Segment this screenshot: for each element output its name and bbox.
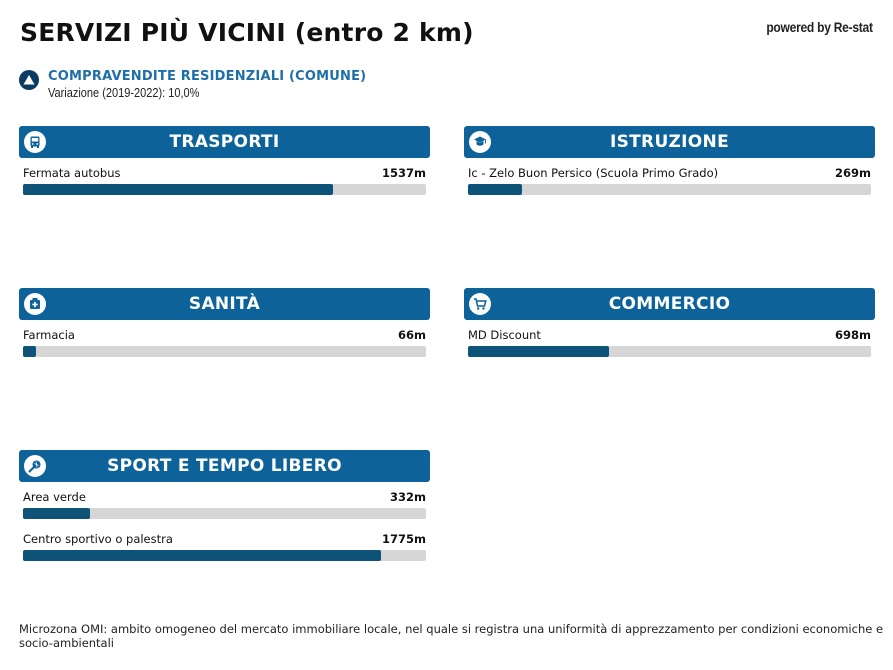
stat-subtitle: Variazione (2019-2022): 10,0% bbox=[48, 86, 200, 100]
distance-bar-fill bbox=[468, 346, 609, 357]
triangle-up-icon bbox=[19, 70, 39, 90]
section-title: SPORT E TEMPO LIBERO bbox=[107, 456, 342, 476]
item-distance: 1537m bbox=[382, 166, 426, 180]
section-sport bbox=[19, 450, 430, 566]
item-name: Ic - Zelo Buon Persico (Scuola Primo Grado) bbox=[468, 166, 719, 180]
distance-bar-fill bbox=[23, 346, 36, 357]
distance-bar bbox=[468, 184, 871, 195]
item-distance: 332m bbox=[390, 490, 426, 504]
list-item bbox=[464, 158, 875, 200]
distance-bar-fill bbox=[23, 550, 381, 561]
section-trasporti bbox=[19, 126, 430, 200]
page-title: SERVIZI PIÙ VICINI (entro 2 km) bbox=[20, 18, 474, 47]
section-header bbox=[464, 288, 875, 320]
powered-by-label: powered by Re-stat bbox=[766, 19, 873, 35]
list-item bbox=[19, 320, 430, 362]
section-sanita bbox=[19, 288, 430, 362]
section-title: TRASPORTI bbox=[169, 132, 280, 152]
list-item bbox=[19, 482, 430, 524]
distance-bar bbox=[468, 346, 871, 357]
section-header bbox=[19, 450, 430, 482]
section-title: SANITÀ bbox=[188, 294, 261, 314]
school-icon bbox=[469, 131, 491, 153]
section-header bbox=[19, 126, 430, 158]
item-distance: 66m bbox=[398, 328, 426, 342]
list-item bbox=[19, 524, 430, 566]
list-item bbox=[464, 320, 875, 362]
section-title: COMMERCIO bbox=[608, 294, 731, 314]
section-commercio bbox=[464, 288, 875, 362]
item-name: Farmacia bbox=[23, 328, 75, 342]
distance-bar bbox=[23, 508, 426, 519]
section-title: ISTRUZIONE bbox=[609, 132, 729, 152]
list-item bbox=[19, 158, 430, 200]
distance-bar-fill bbox=[468, 184, 522, 195]
section-istruzione bbox=[464, 126, 875, 200]
sport-icon bbox=[24, 455, 46, 477]
section-header bbox=[464, 126, 875, 158]
stat-title: COMPRAVENDITE RESIDENZIALI (COMUNE) bbox=[48, 69, 367, 84]
footnote: Microzona OMI: ambito omogeneo del mercato immobiliare locale, nel quale si registra una uniformità di apprezzamento per condizioni economiche e socio-ambientali bbox=[19, 622, 884, 650]
section-header bbox=[19, 288, 430, 320]
distance-bar bbox=[23, 184, 426, 195]
distance-bar-fill bbox=[23, 508, 90, 519]
distance-bar-fill bbox=[23, 184, 333, 195]
item-name: Fermata autobus bbox=[23, 166, 121, 180]
item-distance: 1775m bbox=[382, 532, 426, 546]
distance-bar bbox=[23, 346, 426, 357]
item-name: Centro sportivo o palestra bbox=[23, 532, 173, 546]
distance-bar bbox=[23, 550, 426, 561]
item-distance: 698m bbox=[835, 328, 871, 342]
bus-icon bbox=[24, 131, 46, 153]
cart-icon bbox=[469, 293, 491, 315]
item-name: Area verde bbox=[23, 490, 86, 504]
pharmacy-icon bbox=[24, 293, 46, 315]
item-name: MD Discount bbox=[468, 328, 541, 342]
item-distance: 269m bbox=[835, 166, 871, 180]
